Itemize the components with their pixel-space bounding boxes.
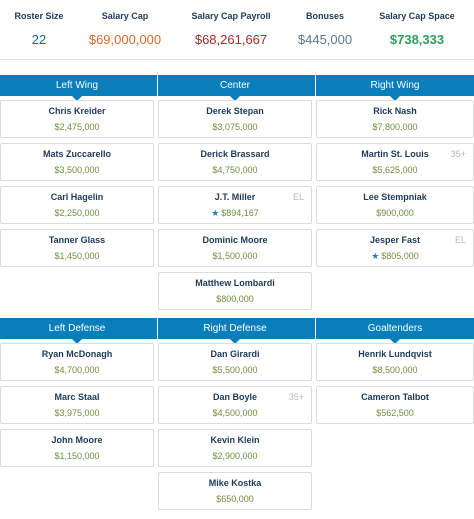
- cap-summary-bar: [0, 0, 474, 60]
- player-card-john-moore[interactable]: [0, 429, 154, 467]
- salary-cap-value: $69,000,000: [88, 32, 162, 47]
- player-name: Derick Brassard: [200, 149, 270, 159]
- cap-space-label: Salary Cap Space: [379, 11, 455, 21]
- player-salary: $1,450,000: [54, 251, 100, 261]
- age-35-plus-tag: 35+: [450, 149, 466, 159]
- player-salary: $1,500,000: [212, 251, 258, 261]
- entry-level-tag: EL: [454, 235, 466, 245]
- player-card-kevin-klein[interactable]: [158, 429, 312, 467]
- center-header: Center: [158, 75, 312, 96]
- player-salary: $4,700,000: [54, 365, 100, 375]
- player-salary-row: [317, 251, 473, 262]
- player-card-derek-stepan[interactable]: [158, 100, 312, 138]
- player-name: John Moore: [51, 435, 103, 445]
- player-card-lee-stempniak[interactable]: [316, 186, 474, 224]
- player-salary: $2,900,000: [212, 451, 258, 461]
- player-salary: $4,750,000: [212, 165, 258, 175]
- left-wing-header: Left Wing: [0, 75, 154, 96]
- player-name: Tanner Glass: [48, 235, 106, 245]
- player-salary: $900,000: [376, 208, 414, 218]
- player-name: Marc Staal: [54, 392, 100, 402]
- player-salary: $5,500,000: [212, 365, 258, 375]
- bonuses-value: $445,000: [297, 32, 353, 47]
- roster-size-label: Roster Size: [14, 11, 64, 21]
- right-defense-header: Right Defense: [158, 318, 312, 339]
- player-name: Henrik Lundqvist: [358, 349, 432, 359]
- player-salary: $3,500,000: [54, 165, 100, 175]
- player-salary: $800,000: [216, 294, 254, 304]
- player-card-cameron-talbot[interactable]: [316, 386, 474, 424]
- player-salary: $7,800,000: [372, 122, 418, 132]
- player-name: Mats Zuccarello: [42, 149, 112, 159]
- player-card-tanner-glass[interactable]: [0, 229, 154, 267]
- player-card-chris-kreider[interactable]: [0, 100, 154, 138]
- player-name: Mike Kostka: [208, 478, 262, 488]
- star-icon: ★: [211, 208, 220, 218]
- goaltenders-header: Goaltenders: [316, 318, 474, 339]
- player-salary: $1,150,000: [54, 451, 100, 461]
- player-card-mike-kostka[interactable]: [158, 472, 312, 510]
- left-defense-header: Left Defense: [0, 318, 154, 339]
- star-icon: ★: [371, 251, 380, 261]
- player-name: Cameron Talbot: [361, 392, 429, 402]
- player-name: Rick Nash: [373, 106, 417, 116]
- player-salary: $805,000: [381, 251, 419, 261]
- player-card-dan-boyle[interactable]: [158, 386, 312, 424]
- salary-cap-label: Salary Cap: [101, 11, 149, 21]
- player-salary: $650,000: [216, 494, 254, 504]
- player-salary: $2,250,000: [54, 208, 100, 218]
- player-salary: $4,500,000: [212, 408, 258, 418]
- player-salary: $5,625,000: [372, 165, 418, 175]
- player-name: Dan Boyle: [212, 392, 257, 402]
- player-name: Ryan McDonagh: [41, 349, 113, 359]
- age-35-plus-tag: 35+: [288, 392, 304, 402]
- player-card-henrik-lundqvist[interactable]: [316, 343, 474, 381]
- player-card-rick-nash[interactable]: [316, 100, 474, 138]
- player-card-mats-zuccarello[interactable]: [0, 143, 154, 181]
- player-name: Chris Kreider: [48, 106, 106, 116]
- player-salary: $3,975,000: [54, 408, 100, 418]
- cap-payroll-label: Salary Cap Payroll: [191, 11, 271, 21]
- player-salary: $3,075,000: [212, 122, 258, 132]
- player-name: Dan Girardi: [210, 349, 260, 359]
- cap-payroll-value: $68,261,667: [194, 32, 268, 47]
- player-card-dan-girardi[interactable]: [158, 343, 312, 381]
- right-wing-header: Right Wing: [316, 75, 474, 96]
- player-card-matthew-lombardi[interactable]: [158, 272, 312, 310]
- player-salary: $894,167: [221, 208, 259, 218]
- player-salary: $562,500: [376, 408, 414, 418]
- player-card-jt-miller[interactable]: [158, 186, 312, 224]
- player-card-jesper-fast[interactable]: [316, 229, 474, 267]
- player-card-ryan-mcdonagh[interactable]: [0, 343, 154, 381]
- cap-space-value: $738,333: [389, 32, 445, 47]
- player-name: Martin St. Louis: [361, 149, 429, 159]
- player-card-dominic-moore[interactable]: [158, 229, 312, 267]
- player-name: Matthew Lombardi: [195, 278, 275, 288]
- roster-size-value: 22: [31, 32, 47, 47]
- player-card-derick-brassard[interactable]: [158, 143, 312, 181]
- entry-level-tag: EL: [292, 192, 304, 202]
- bonuses-label: Bonuses: [305, 11, 344, 21]
- player-name: Jesper Fast: [369, 235, 421, 245]
- player-card-martin-st-louis[interactable]: [316, 143, 474, 181]
- player-name: Dominic Moore: [202, 235, 268, 245]
- player-name: Kevin Klein: [210, 435, 260, 445]
- player-name: Lee Stempniak: [363, 192, 427, 202]
- player-name: Derek Stepan: [206, 106, 264, 116]
- player-card-marc-staal[interactable]: [0, 386, 154, 424]
- player-name: J.T. Miller: [214, 192, 256, 202]
- player-card-carl-hagelin[interactable]: [0, 186, 154, 224]
- player-salary: $8,500,000: [372, 365, 418, 375]
- player-name: Carl Hagelin: [50, 192, 104, 202]
- player-salary: $2,475,000: [54, 122, 100, 132]
- player-salary-row: [159, 208, 311, 219]
